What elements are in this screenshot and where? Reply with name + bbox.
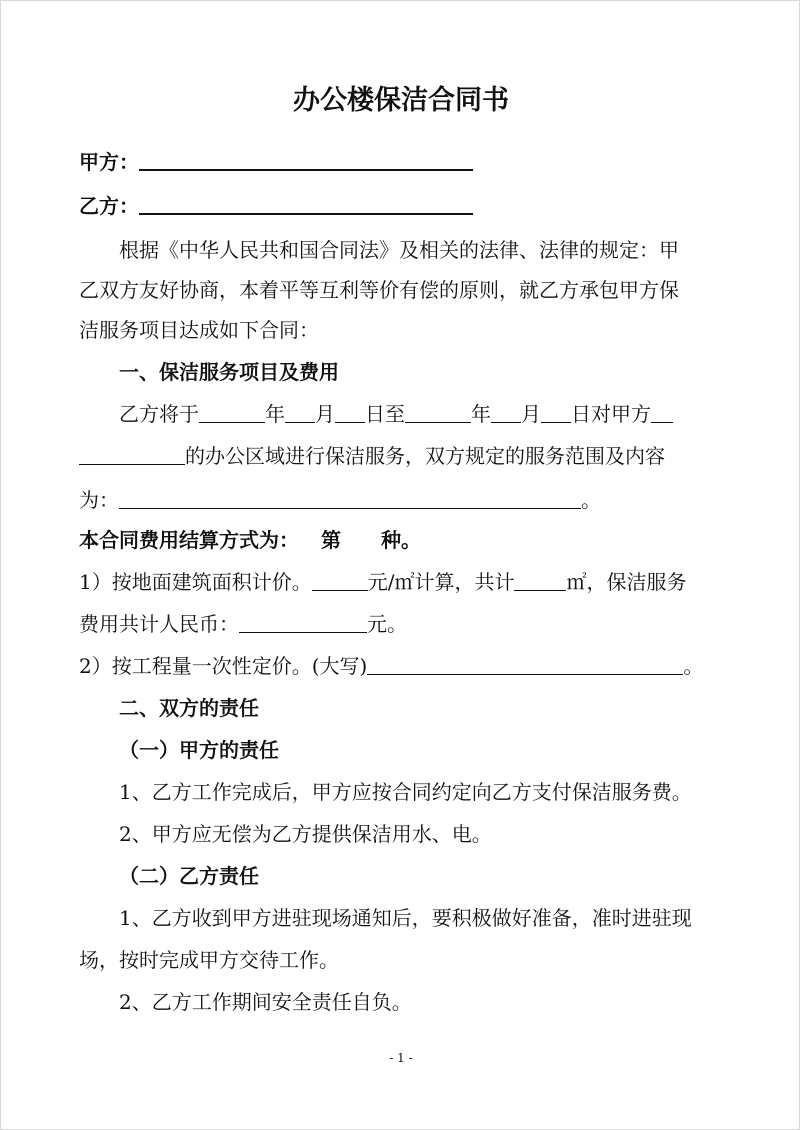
year-label: 年	[265, 402, 285, 426]
party-b-blank[interactable]	[139, 193, 473, 215]
option1-line-2	[79, 611, 407, 637]
party-b-label: 乙方：	[79, 194, 139, 218]
intro-line-3: 洁服务项目达成如下合同：	[79, 318, 319, 342]
option1-line-1	[79, 569, 686, 595]
section2-heading: 二、双方的责任	[119, 696, 259, 720]
party-b-duty-2: 2、乙方工作期间安全责任自负。	[119, 990, 412, 1014]
party-b-duty-1-line1: 1、乙方收到甲方进驻现场通知后，要积极做好准备，准时进驻现	[119, 906, 692, 930]
fixed-price-blank[interactable]	[367, 654, 683, 675]
area-unit-text: ㎡，保洁服务	[566, 570, 687, 594]
day-to-label: 日至	[365, 402, 405, 426]
service-period-line	[119, 401, 673, 427]
intro-line-2: 乙双方友好协商，本着平等互利等价有偿的原则，就乙方承包甲方保	[79, 278, 679, 302]
settlement-di: 第	[321, 528, 341, 552]
day-suffix-label: 日对甲方	[571, 402, 651, 426]
party-a-location-blank[interactable]	[79, 444, 185, 465]
period-prefix: 乙方将于	[119, 402, 199, 426]
scope-label: 为：	[79, 488, 119, 512]
total-fee-blank[interactable]	[239, 612, 367, 633]
unit-price-text: 元/㎡计算，共计	[367, 570, 515, 594]
section1-heading: 一、保洁服务项目及费用	[119, 360, 339, 384]
party-b-duty-1-line2: 场，按时完成甲方交待工作。	[79, 948, 339, 972]
intro-line-1: 根据《中华人民共和国合同法》及相关的法律、法律的规定：甲	[119, 238, 679, 262]
option2-suffix: 。	[683, 654, 704, 678]
service-scope-blank[interactable]	[119, 488, 581, 509]
settlement-zhong: 种。	[381, 528, 421, 552]
party-a-duty-2: 2、甲方应无偿为乙方提供保洁用水、电。	[119, 822, 492, 846]
start-month-blank[interactable]	[285, 402, 315, 423]
end-year-blank[interactable]	[405, 402, 471, 423]
service-area-line	[79, 443, 665, 469]
start-day-blank[interactable]	[335, 402, 365, 423]
year-label: 年	[471, 402, 491, 426]
party-a-duty-heading: （一）甲方的责任	[119, 738, 279, 762]
end-month-blank[interactable]	[491, 402, 521, 423]
start-year-blank[interactable]	[199, 402, 265, 423]
settlement-line	[79, 527, 421, 553]
page-number: - 1 -	[389, 1051, 413, 1065]
party-b-line	[79, 193, 473, 219]
option1-prefix: 1）按地面建筑面积计价。	[79, 570, 312, 594]
scope-period: 。	[581, 488, 601, 512]
month-label: 月	[315, 402, 335, 426]
month-label: 月	[521, 402, 541, 426]
party-a-blank[interactable]	[139, 149, 473, 171]
party-a-duty-1: 1、乙方工作完成后，甲方应按合同约定向乙方支付保洁服务费。	[119, 780, 692, 804]
document-title: 办公楼保洁合同书	[293, 85, 509, 116]
service-area-text: 的办公区域进行保洁服务，双方规定的服务范围及内容	[185, 444, 665, 468]
settlement-label: 本合同费用结算方式为：	[79, 528, 299, 552]
party-a-line	[79, 149, 473, 175]
unit-price-blank[interactable]	[312, 570, 368, 591]
option2-prefix: 2）按工程量一次性定价。(大写)	[79, 654, 368, 678]
service-scope-line	[79, 487, 601, 513]
party-a-location-blank-start[interactable]	[651, 402, 673, 423]
end-day-blank[interactable]	[541, 402, 571, 423]
total-fee-suffix: 元。	[367, 612, 407, 636]
total-fee-label: 费用共计人民币：	[79, 612, 239, 636]
option2-line	[79, 653, 703, 679]
party-a-label: 甲方：	[79, 150, 139, 174]
area-blank[interactable]	[514, 570, 566, 591]
party-b-duty-heading: （二）乙方责任	[119, 864, 259, 888]
